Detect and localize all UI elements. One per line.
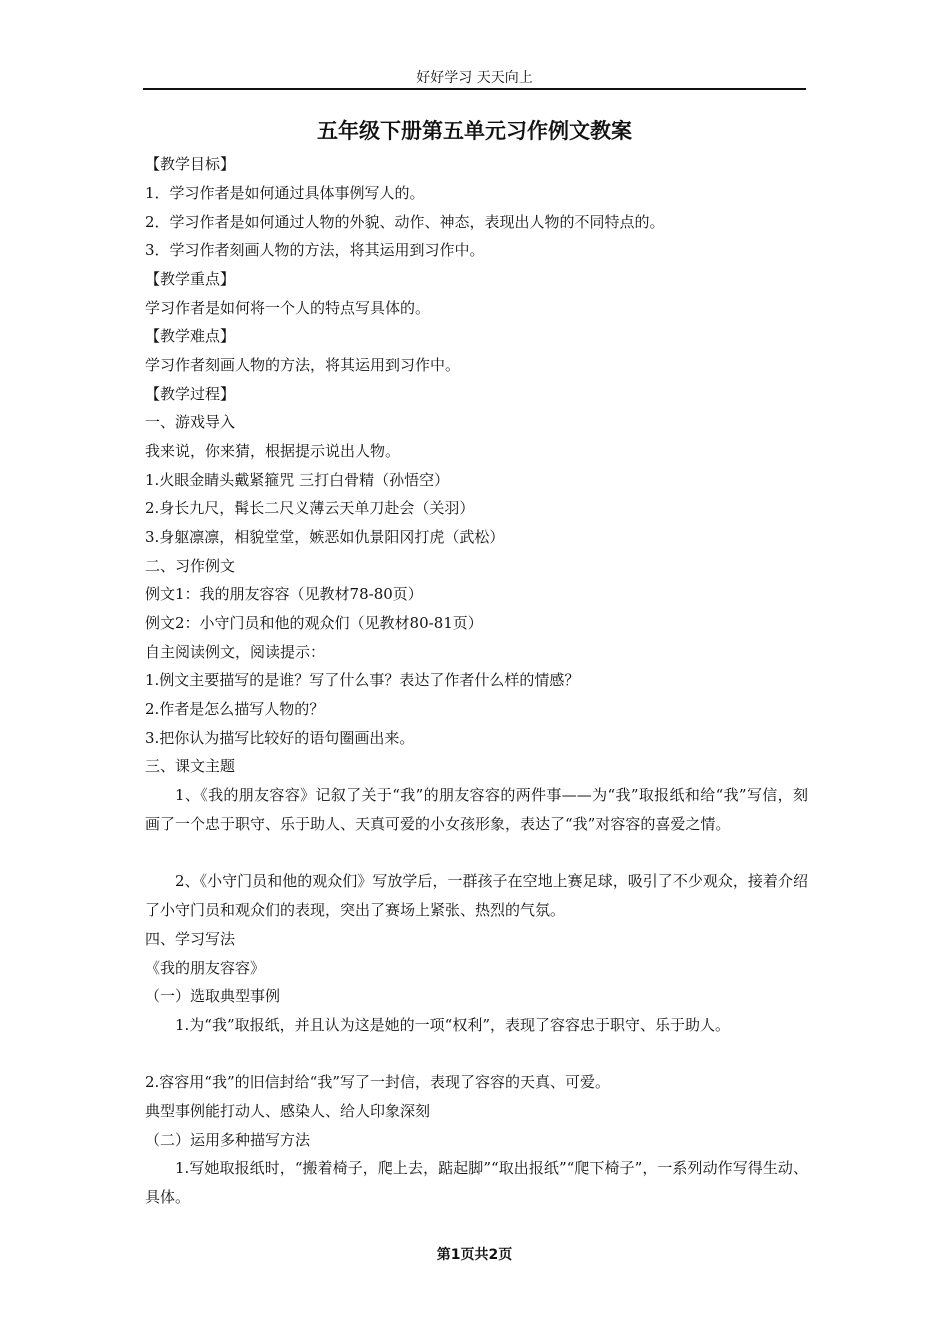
- heading-teaching-key: 【教学重点】: [145, 270, 236, 288]
- game-item-3: 3.身躯凛凛，相貌堂堂，嫉恶如仇景阳冈打虎（武松）: [145, 528, 505, 546]
- goal-item-3: 3．学习作者刻画人物的方法，将其运用到习作中。: [145, 241, 485, 259]
- document-title: 五年级下册第五单元习作例文教案: [317, 119, 632, 143]
- method-heading-1: （一）选取典型事例: [145, 987, 281, 1005]
- reading-tips-heading: 自主阅读例文，阅读提示：: [145, 643, 326, 661]
- page-header: 好好学习 天天向上: [416, 70, 533, 86]
- reading-tip-2: 2.作者是怎么描写人物的？: [145, 700, 325, 718]
- goal-item-1: 1．学习作者是如何通过具体事例写人的。: [145, 184, 425, 202]
- method-2-item-1: 1.写她取报纸时，“搬着椅子，爬上去，踮起脚”“取出报纸”“爬下椅子”，一系列动作写得生动、具体。: [145, 1159, 808, 1206]
- method-1-item-2: 2.容容用“我”的旧信封给“我”写了一封信，表现了容容的天真、可爱。: [145, 1073, 610, 1091]
- heading-teaching-process: 【教学过程】: [145, 385, 236, 403]
- book-title: 《我的朋友容容》: [145, 959, 266, 977]
- example-item-2: 例文2：小守门员和他的观众们（见教材80-81页）: [145, 614, 483, 632]
- header-rule: [143, 88, 806, 90]
- reading-tip-3: 3.把你认为描写比较好的语句圈画出来。: [145, 729, 415, 747]
- method-1-item-1: 1.为“我”取报纸，并且认为这是她的一项“权利”，表现了容容忠于职守、乐于助人。: [175, 1016, 730, 1034]
- goal-item-2: 2．学习作者是如何通过人物的外貌、动作、神态，表现出人物的不同特点的。: [145, 213, 665, 231]
- typical-example-summary: 典型事例能打动人、感染人、给人印象深刻: [145, 1102, 431, 1120]
- section-heading-1: 一、游戏导入: [145, 413, 236, 431]
- teaching-difficulty-text: 学习作者刻画人物的方法，将其运用到习作中。: [145, 356, 461, 374]
- teaching-key-text: 学习作者是如何将一个人的特点写具体的。: [145, 299, 431, 317]
- section-heading-3: 三、课文主题: [145, 757, 236, 775]
- theme-paragraph-2: 2、《小守门员和他的观众们》写放学后，一群孩子在空地上赛足球，吸引了不少观众，接着介绍了小守门员和观众们的表现，突出了赛场上紧张、热烈的气氛。: [145, 872, 808, 919]
- heading-teaching-difficulty: 【教学难点】: [145, 327, 236, 345]
- method-heading-2: （二）运用多种描写方法: [145, 1131, 311, 1149]
- game-item-2: 2.身长九尺，髯长二尺义薄云天单刀赴会（关羽）: [145, 499, 475, 517]
- section-heading-2: 二、习作例文: [145, 557, 236, 575]
- section-heading-4: 四、学习写法: [145, 930, 236, 948]
- game-intro: 我来说，你来猜，根据提示说出人物。: [145, 442, 401, 460]
- game-item-1: 1.火眼金睛头戴紧箍咒 三打白骨精（孙悟空）: [145, 471, 450, 489]
- theme-paragraph-1: 1、《我的朋友容容》记叙了关于“我”的朋友容容的两件事——为“我”取报纸和给“我”写信，刻画了一个忠于职守、乐于助人、天真可爱的小女孩形象，表达了“我”对容容的喜爱之情。: [145, 786, 808, 833]
- page-footer: 第1页共2页: [436, 1247, 513, 1263]
- example-item-1: 例文1：我的朋友容容（见教材78-80页）: [145, 585, 423, 603]
- heading-teaching-goals: 【教学目标】: [145, 155, 236, 173]
- reading-tip-1: 1.例文主要描写的是谁？写了什么事？表达了作者什么样的情感？: [145, 671, 580, 689]
